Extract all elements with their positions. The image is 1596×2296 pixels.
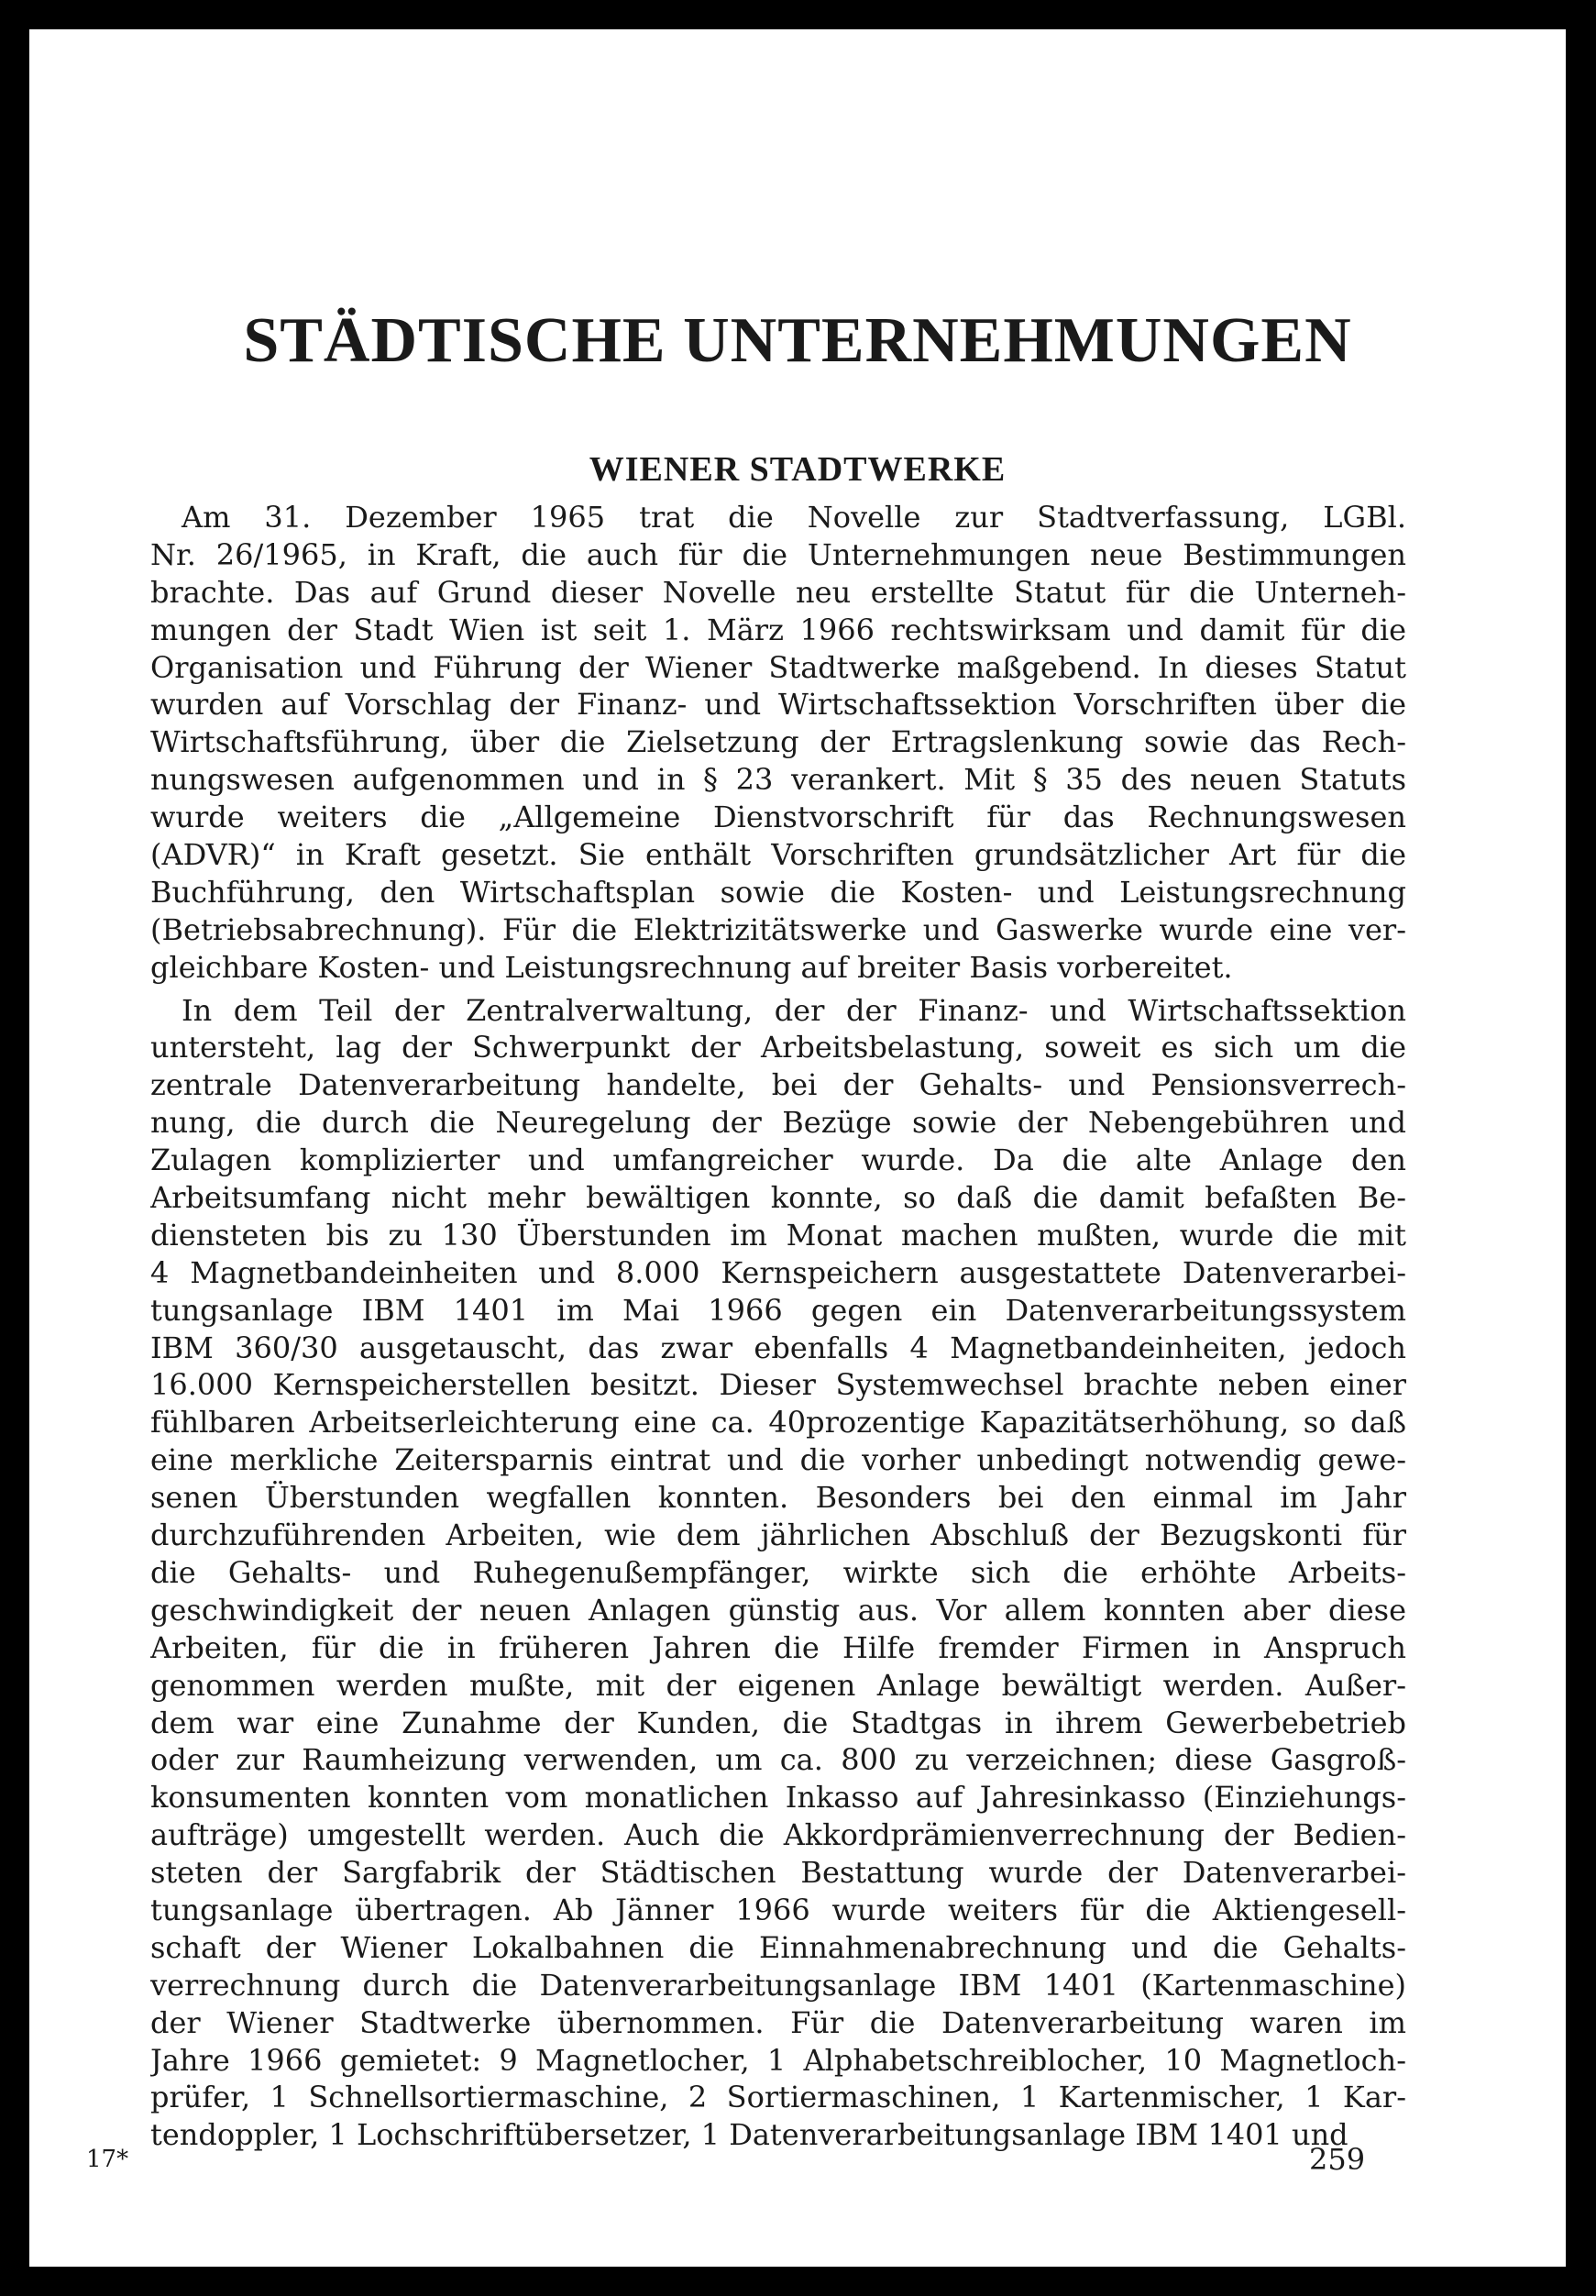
signature-mark: 17* (86, 2146, 129, 2173)
paragraph (150, 499, 1406, 987)
page-title: STÄDTISCHE UNTERNEHMUNGEN (243, 305, 1352, 376)
text-line: 4 Magnetbandeinheiten und 8.000 Kernspeichern ausgestattete Datenverarbei- (150, 1254, 1406, 1290)
text-line: fühlbaren Arbeitserleichterung eine ca. 40prozentige Kapazitätserhöhung, so daß (150, 1405, 1406, 1441)
text-line: Arbeitsumfang nicht mehr bewältigen konnte, so daß die damit befaßten Be- (150, 1180, 1406, 1216)
text-line: steten der Sargfabrik der Städtischen Bestattung wurde der Datenverarbei- (150, 1855, 1406, 1891)
text-line: verrechnung durch die Datenverarbeitungsanlage IBM 1401 (Kartenmaschine) (150, 1967, 1406, 2003)
text-line: Buchführung, den Wirtschaftsplan sowie die Kosten- und Leistungsrechnung (150, 874, 1406, 910)
text-line: (ADVR)“ in Kraft gesetzt. Sie enthält Vorschriften grundsätzlicher Art für die (150, 837, 1406, 873)
text-line: Organisation und Führung der Wiener Stadtwerke maßgebend. In dieses Statut (150, 649, 1406, 685)
text-line: aufträge) umgestellt werden. Auch die Akkordprämienverrechnung der Bedien- (150, 1817, 1406, 1853)
text-line: eine merkliche Zeitersparnis eintrat und die vorher unbedingt notwendig gewe- (150, 1442, 1406, 1478)
text-line: brachte. Das auf Grund dieser Novelle neu erstellte Statut für die Unterneh- (150, 574, 1406, 610)
text-line: IBM 360/30 ausgetauscht, das zwar ebenfalls 4 Magnetbandeinheiten, jedoch (150, 1330, 1406, 1365)
text-line: Wirtschaftsführung, über die Zielsetzung der Ertragslenkung sowie das Rech- (150, 724, 1406, 760)
text-line: zentrale Datenverarbeitung handelte, bei der Gehalts- und Pensionsverrech- (150, 1067, 1406, 1103)
text-line: untersteht, lag der Schwerpunkt der Arbeitsbelastung, soweit es sich um die (150, 1030, 1406, 1065)
paragraph (150, 992, 1406, 2155)
text-line: wurde weiters die „Allgemeine Dienstvorschrift für das Rechnungswesen (150, 800, 1406, 835)
text-line: die Gehalts- und Ruhegenußempfänger, wirkte sich die erhöhte Arbeits- (150, 1554, 1406, 1590)
text-line: nungswesen aufgenommen und in § 23 verankert. Mit § 35 des neuen Statuts (150, 762, 1406, 798)
text-line: der Wiener Stadtwerke übernommen. Für die Datenverarbeitung waren im (150, 2004, 1406, 2040)
text-line: durchzuführenden Arbeiten, wie dem jährlichen Abschluß der Bezugskonti für (150, 1518, 1406, 1553)
text-line: (Betriebsabrechnung). Für die Elektrizitätswerke und Gaswerke wurde eine ver- (150, 911, 1406, 947)
section-title: WIENER STADTWERKE (589, 450, 1007, 489)
text-line: senen Überstunden wegfallen konnten. Besonders bei den einmal im Jahr (150, 1480, 1406, 1516)
document-page (29, 29, 1566, 2267)
page-number: 259 (1309, 2142, 1366, 2177)
text-line: Am 31. Dezember 1965 trat die Novelle zur Stadtverfassung, LGBl. (182, 500, 1406, 535)
text-line: tendoppler, 1 Lochschriftübersetzer, 1 Datenverarbeitungsanlage IBM 1401 und (150, 2117, 1348, 2153)
text-line: tungsanlage IBM 1401 im Mai 1966 gegen ein Datenverarbeitungssystem (150, 1292, 1406, 1328)
text-line: nung, die durch die Neuregelung der Bezüge sowie der Nebengebühren und (150, 1105, 1406, 1141)
text-line: genommen werden mußte, mit der eigenen Anlage bewältigt werden. Außer- (150, 1667, 1406, 1703)
text-line: mungen der Stadt Wien ist seit 1. März 1966 rechtswirksam und damit für die (150, 612, 1406, 647)
text-line: konsumenten konnten vom monatlichen Inkasso auf Jahresinkasso (Einziehungs- (150, 1780, 1406, 1816)
text-line: oder zur Raumheizung verwenden, um ca. 800 zu verzeichnen; diese Gasgroß- (150, 1742, 1406, 1778)
text-line: schaft der Wiener Lokalbahnen die Einnahmenabrechnung und die Gehalts- (150, 1929, 1406, 1965)
text-line: diensteten bis zu 130 Überstunden im Monat machen mußten, wurde die mit (150, 1217, 1406, 1253)
text-line: wurden auf Vorschlag der Finanz- und Wirtschaftssektion Vorschriften über die (150, 687, 1406, 723)
text-line: In dem Teil der Zentralverwaltung, der der Finanz- und Wirtschaftssektion (182, 992, 1406, 1028)
text-line: Jahre 1966 gemietet: 9 Magnetlocher, 1 Alphabetschreiblocher, 10 Magnetloch- (150, 2042, 1406, 2078)
text-line: geschwindigkeit der neuen Anlagen günstig aus. Vor allem konnten aber diese (150, 1592, 1406, 1628)
text-line: Zulagen komplizierter und umfangreicher wurde. Da die alte Anlage den (150, 1142, 1406, 1178)
text-line: prüfer, 1 Schnellsortiermaschine, 2 Sortiermaschinen, 1 Kartenmischer, 1 Kar- (150, 2080, 1406, 2115)
text-line: Nr. 26/1965, in Kraft, die auch für die Unternehmungen neue Bestimmungen (150, 536, 1406, 572)
text-line: gleichbare Kosten- und Leistungsrechnung auf breiter Basis vorbereitet. (150, 949, 1233, 985)
text-line: Arbeiten, für die in früheren Jahren die Hilfe fremder Firmen in Anspruch (150, 1629, 1406, 1665)
text-line: tungsanlage übertragen. Ab Jänner 1966 wurde weiters für die Aktiengesell- (150, 1892, 1406, 1927)
body-text (150, 499, 1406, 2154)
text-line: dem war eine Zunahme der Kunden, die Stadtgas in ihrem Gewerbebetrieb (150, 1705, 1406, 1740)
text-line: 16.000 Kernspeicherstellen besitzt. Dieser Systemwechsel brachte neben einer (150, 1367, 1406, 1403)
